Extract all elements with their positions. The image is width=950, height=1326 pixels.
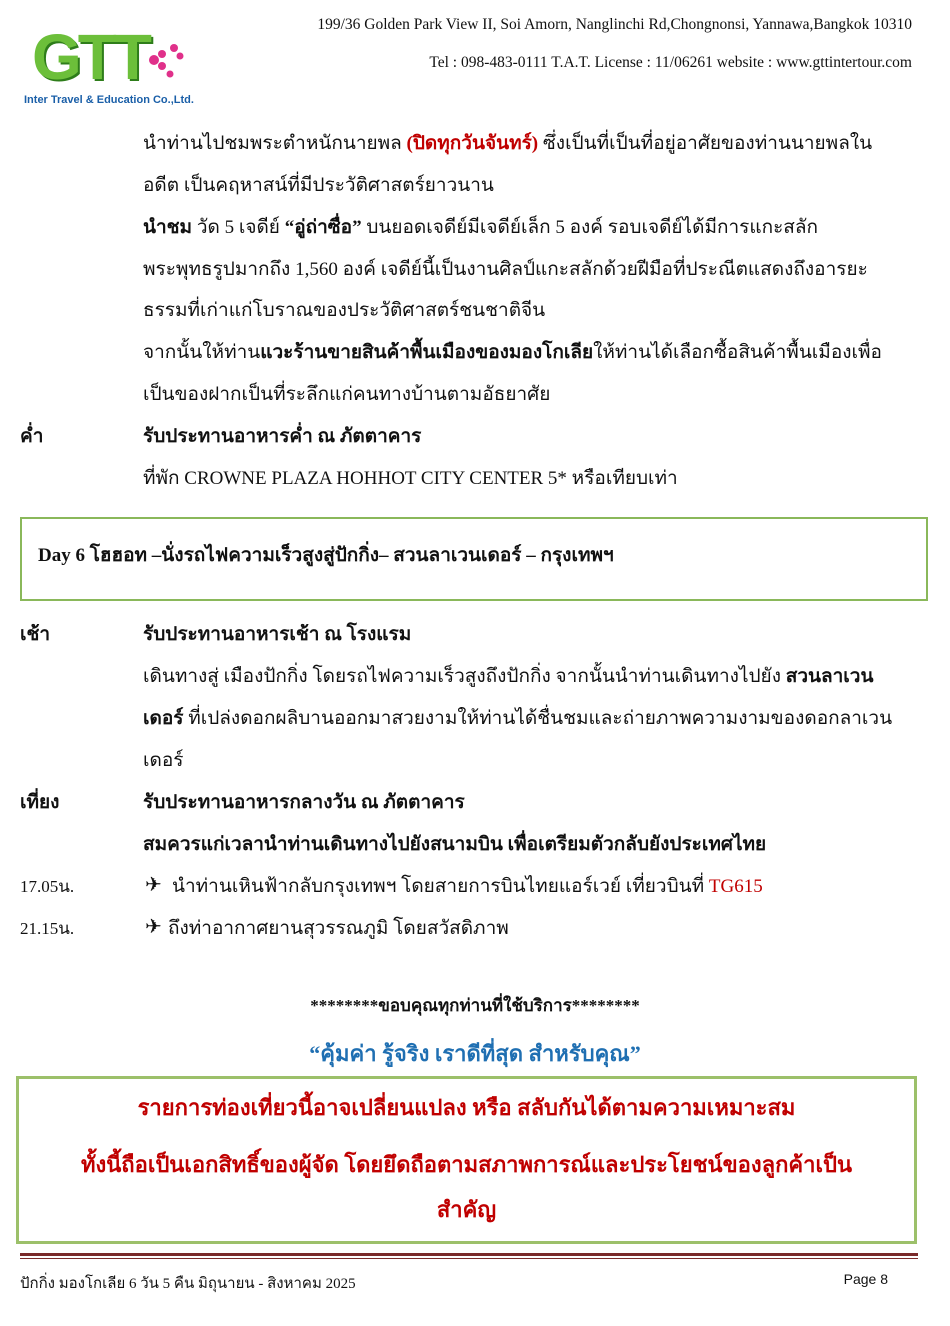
paragraph-general-residence: นำท่านไปชมพระตำหนักนายพล (ปิดทุกวันจันทร์) ซึ่งเป็นที่เป็นที่อยู่อาศัยของท่านนายพลใน (143, 133, 873, 154)
paragraph-shopping: จากนั้นให้ท่านแวะร้านขายสินค้าพื้นเมืองของมองโกเลียให้ท่านได้เลือกซื้อสินค้าพื้นเมืองเพื่อ (143, 342, 882, 363)
airplane-icon: ✈ (145, 874, 162, 896)
closed-monday-note: (ปิดทุกวันจันทร์) (406, 133, 539, 154)
flight-number: TG615 (708, 876, 763, 897)
paragraph-five-pagoda: นำชม วัด 5 เจดีย์ “อู่ถ่าซื่อ” บนยอดเจดีย์มีเจดีย์เล็ก 5 องค์ รอบเจดีย์ได้มีการแกะสลัก (143, 217, 819, 238)
paragraph-line: เดอร์ ที่เปล่งดอกผลิบานออกมาสวยงามให้ท่านได้ชื่นชมและถ่ายภาพความงามของดอกลาเวน (143, 708, 893, 729)
paragraph-line: ธรรมที่เก่าแก่โบราณของประวัติศาสตร์ชนชาติจีน (143, 300, 546, 321)
dinner-text: รับประทานอาหารค่ำ ณ ภัตตาคาร (143, 426, 422, 447)
paragraph-line: เดอร์ (143, 750, 184, 771)
slogan: “คุ้มค่า รู้จริง เราดีที่สุด สำหรับคุณ” (309, 1041, 641, 1066)
logo-wordmark: GTT (32, 21, 148, 93)
meal-label-lunch: เที่ยง (20, 792, 60, 813)
logo-subtitle: Inter Travel & Education Co.,Ltd. (24, 94, 194, 106)
company-address: 199/36 Golden Park View II, Soi Amorn, Nanglinchi Rd,Chongnonsi, Yannawa,Bangkok 10310 (317, 16, 912, 33)
footer-divider (20, 1258, 918, 1259)
disclaimer-line: รายการท่องเที่ยวนี้อาจเปลี่ยนแปลง หรือ สลับกันได้ตามความเหมาะสม (137, 1095, 796, 1120)
page-number: Page 8 (843, 1271, 888, 1287)
footer-tour-name: ปักกิ่ง มองโกเลีย 6 วัน 5 คืน มิถุนายน - สิงหาคม 2025 (20, 1276, 356, 1292)
disclaimer-line: ทั้งนี้ถือเป็นเอกสิทธิ์ของผู้จัด โดยยึดถือตามสภาพการณ์และประโยชน์ของลูกค้าเป็น (81, 1152, 852, 1177)
flight-arrival: ถึงท่าอากาศยานสุวรรณภูมิ โดยสวัสดิภาพ (168, 918, 509, 939)
meal-label-breakfast: เช้า (20, 624, 51, 645)
footer-divider (20, 1253, 918, 1256)
company-contact: Tel : 098-483-0111 T.A.T. License : 11/06261 website : www.gttintertour.com (429, 54, 912, 71)
hotel-text: ที่พัก CROWNE PLAZA HOHHOT CITY CENTER 5* หรือเทียบเท่า (143, 468, 678, 489)
breakfast-text: รับประทานอาหารเช้า ณ โรงแรม (143, 624, 412, 645)
flight-time: 17.05น. (20, 877, 75, 896)
airplane-icon: ✈ (145, 916, 162, 938)
flower-icon (140, 38, 188, 88)
day-title: Day 6 โฮฮอท –นั่งรถไฟความเร็วสูงสู่ปักกิ่ง– สวนลาเวนเดอร์ – กรุงเทพฯ (38, 545, 614, 566)
paragraph-lavender: เดินทางสู่ เมืองปักกิ่ง โดยรถไฟความเร็วสูงถึงปักกิ่ง จากนั้นนำท่านเดินทางไปยัง สวนลาเวน (143, 666, 874, 687)
paragraph-line: อดีต เป็นคฤหาสน์ที่มีประวัติศาสตร์ยาวนาน (143, 175, 494, 196)
thank-you-text: ********ขอบคุณทุกท่านที่ใช้บริการ******** (310, 996, 640, 1015)
lunch-text: รับประทานอาหารกลางวัน ณ ภัตตาคาร (143, 792, 465, 813)
company-logo (22, 20, 202, 115)
paragraph-line: พระพุทธรูปมากถึง 1,560 องค์ เจดีย์นี้เป็นงานศิลป์แกะสลักด้วยฝีมือที่ประณีตแสดงถึงอารยะ (143, 259, 868, 280)
airport-text: สมควรแก่เวลานำท่านเดินทางไปยังสนามบิน เพื่อเตรียมตัวกลับยังประเทศไทย (143, 834, 767, 855)
paragraph-line: เป็นของฝากเป็นที่ระลึกแก่คนทางบ้านตามอัธยาศัย (143, 384, 551, 405)
meal-label-dinner: ค่ำ (20, 426, 44, 447)
disclaimer-line: สำคัญ (436, 1197, 497, 1222)
flight-departure: นำท่านเหินฟ้ากลับกรุงเทพฯ โดยสายการบินไทยแอร์เวย์ เที่ยวบินที่ TG615 (172, 876, 763, 897)
flight-time: 21.15น. (20, 919, 75, 938)
